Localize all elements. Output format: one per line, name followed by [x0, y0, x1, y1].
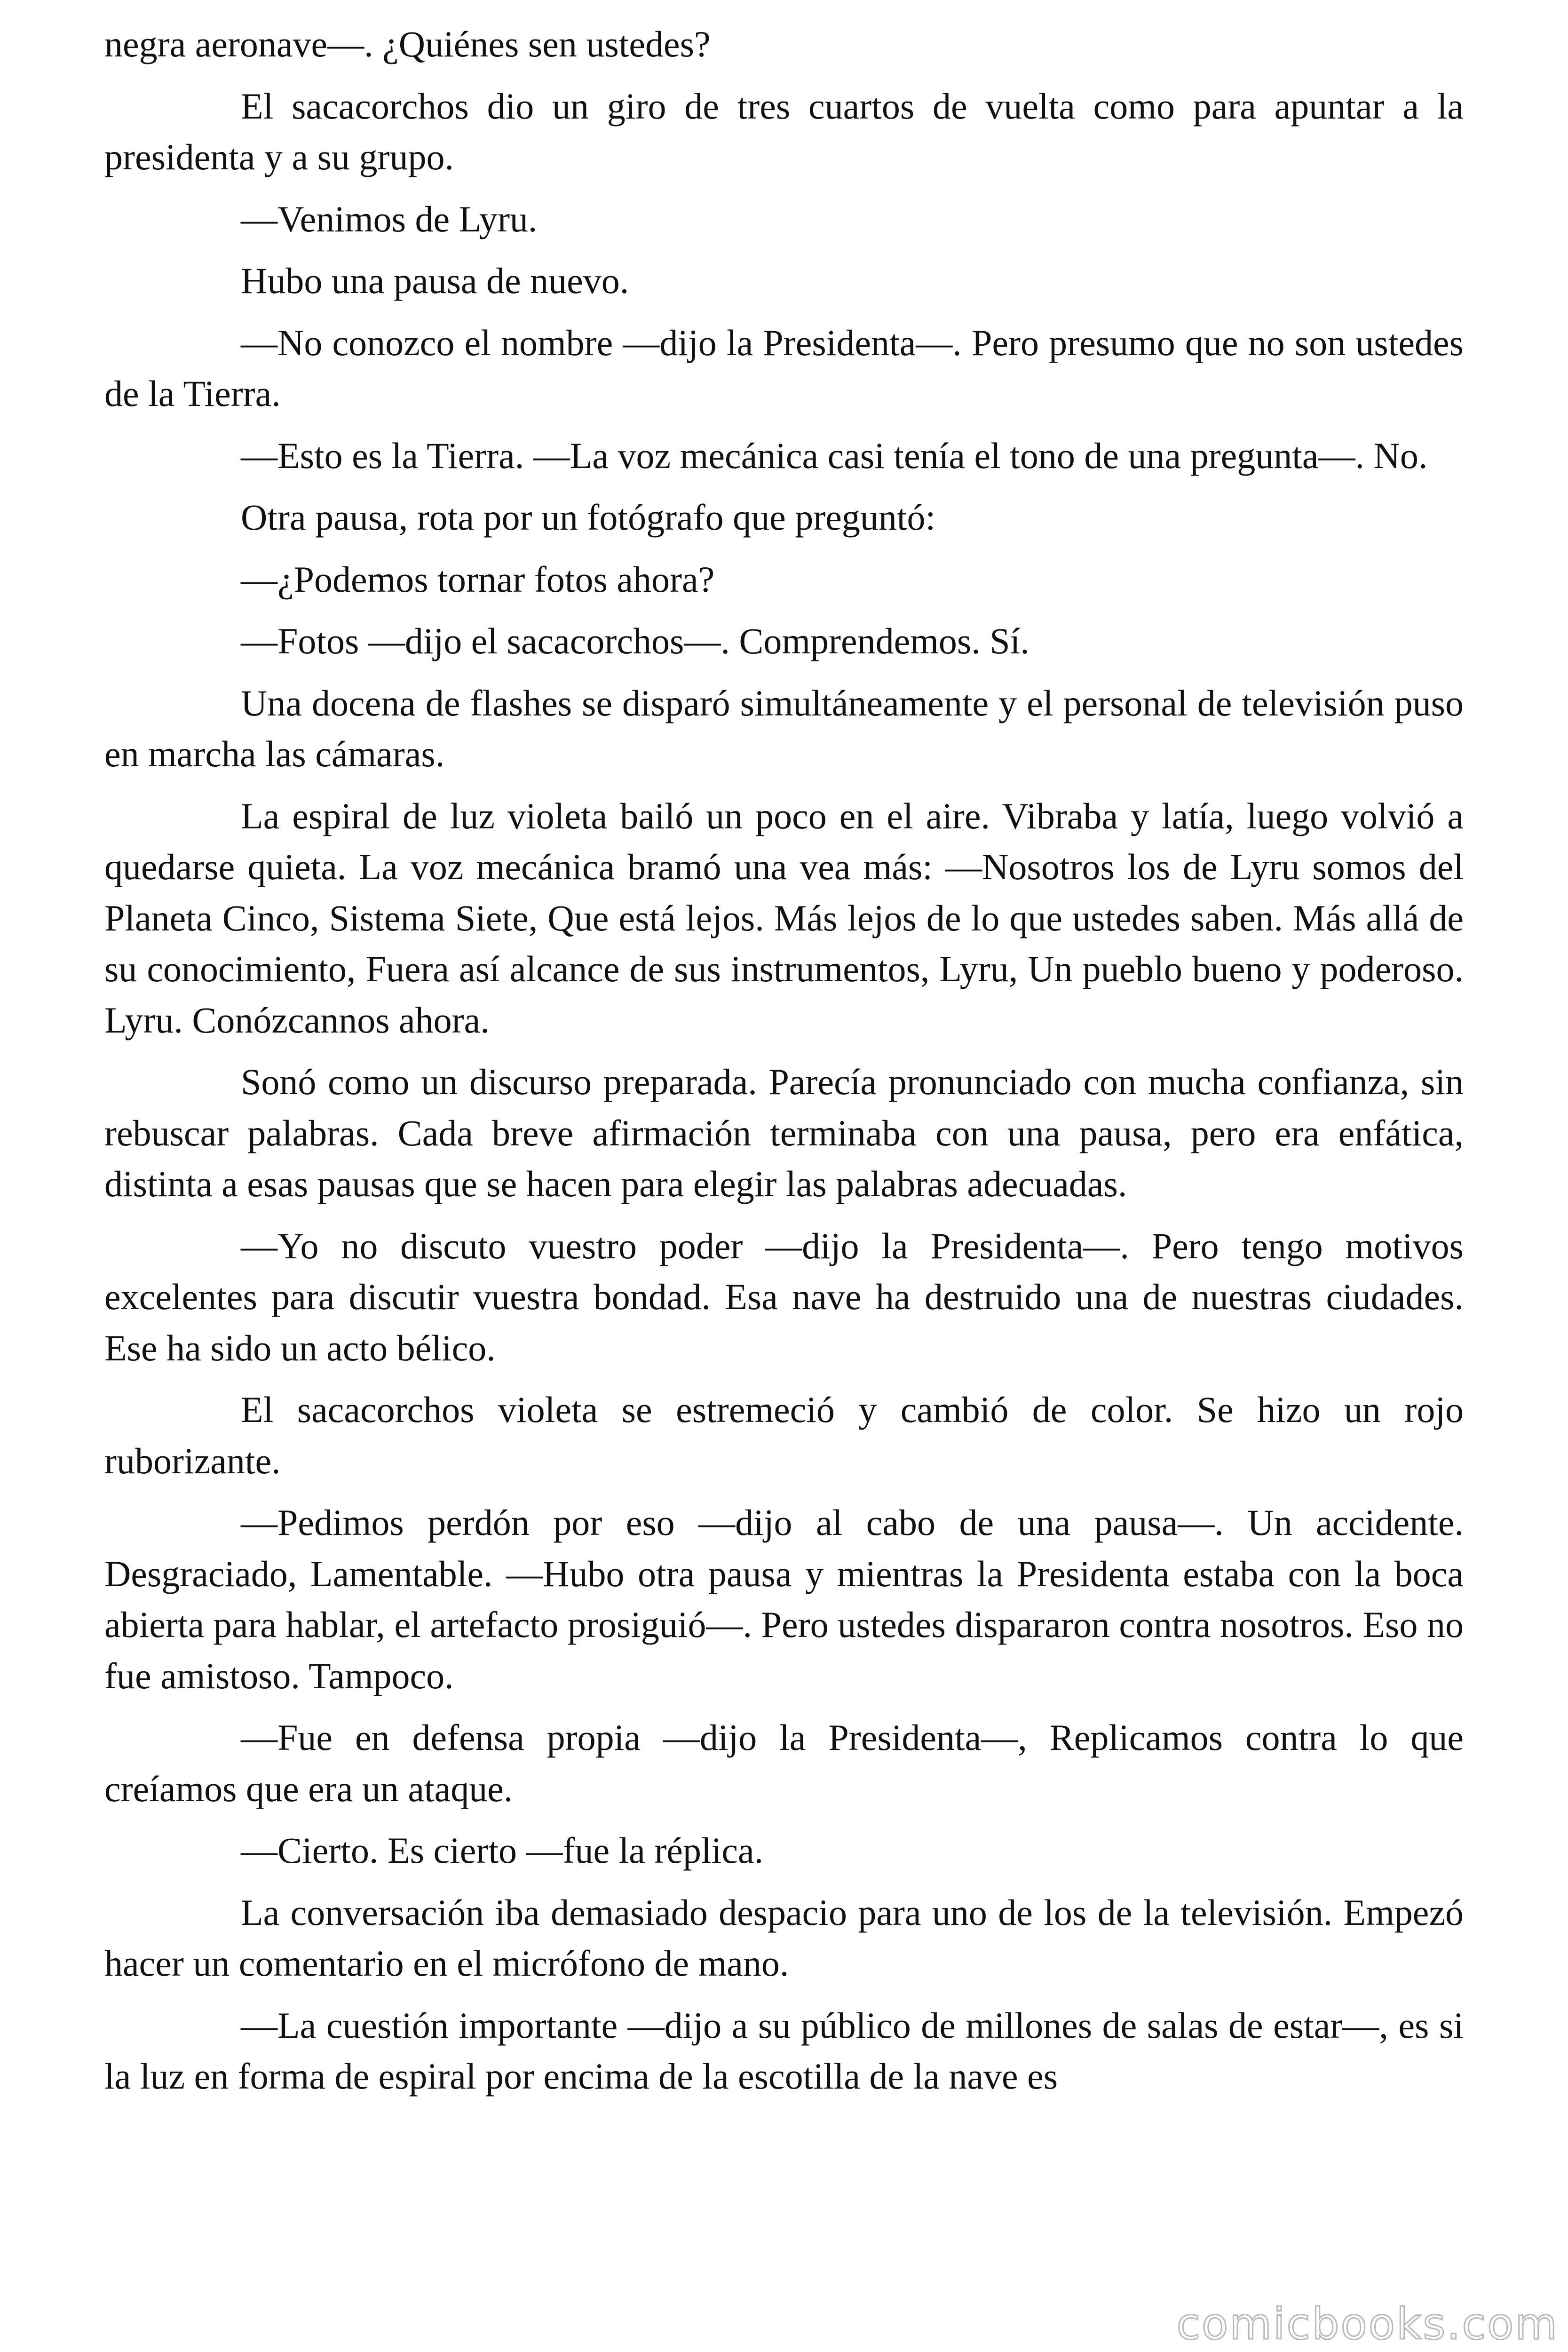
paragraph: —Fotos —dijo el sacacorchos—. Comprendemos. Sí. [241, 620, 1029, 661]
paragraph: —Cierto. Es cierto —fue la réplica. [241, 1830, 764, 1871]
paragraph: El sacacorchos violeta se estremeció y cambió de color. Se hizo un rojo ruborizante. [104, 1389, 1464, 1481]
paragraph: Una docena de flashes se disparó simultáneamente y el personal de televisión puso en marcha las cámaras. [104, 682, 1464, 774]
paragraph: Hubo una pausa de nuevo. [241, 260, 629, 301]
paragraph: —Pedimos perdón por eso —dijo al cabo de una pausa—. Un accidente. Desgraciado, Lamentable. —Hubo otra pausa y mientras la Presidenta estaba con la boca abierta para hablar, el artefacto prosiguió—. Pero ustedes dispararon contra nosotros. Eso no fue amistoso. Tampoco. [104, 1502, 1464, 1696]
paragraph: —No conozco el nombre —dijo la Presidenta—. Pero presumo que no son ustedes de la Tierra. [104, 322, 1464, 414]
paragraph: La conversación iba demasiado despacio para uno de los de la televisión. Empezó hacer un comentario en el micrófono de mano. [104, 1891, 1464, 1984]
paragraph: —¿Podemos tornar fotos ahora? [241, 558, 715, 600]
paragraph: —Yo no discuto vuestro poder —dijo la Presidenta—. Pero tengo motivos excelentes para discutir vuestra bondad. Esa nave ha destruido una de nuestras ciudades. Ese ha sido un acto bélico. [104, 1225, 1464, 1368]
paragraph: Sonó como un discurso preparada. Parecía pronunciado con mucha confianza, sin rebuscar palabras. Cada breve afirmación terminaba con una pausa, pero era enfática, distinta a esas pausas que se hacen para elegir las palabras adecuadas. [104, 1061, 1464, 1204]
paragraph: —La cuestión importante —dijo a su público de millones de salas de estar—, es si la luz en forma de espiral por encima de la escotilla de la nave es [104, 2004, 1464, 2097]
paragraph: negra aeronave—. ¿Quiénes sen ustedes? [104, 24, 711, 64]
paragraph: —Esto es la Tierra. —La voz mecánica casi tenía el tono de una pregunta—. No. [241, 435, 1428, 476]
paragraph: —Venimos de Lyru. [241, 198, 538, 239]
page-text [104, 19, 1464, 2113]
paragraph: Otra pausa, rota por un fotógrafo que preguntó: [241, 497, 936, 538]
paragraph: La espiral de luz violeta bailó un poco en el aire. Vibraba y latía, luego volvió a quedarse quieta. La voz mecánica bramó una vea más: —Nosotros los de Lyru somos del Planeta Cinco, Sistema Siete, Que está lejos. Más lejos de lo que ustedes saben. Más allá de su conocimiento, Fuera así alcance de sus instrumentos, Lyru, Un pueblo bueno y poderoso. Lyru. Conózcannos ahora. [104, 795, 1464, 1041]
watermark: comicbooks.com [1176, 2299, 1559, 2349]
paragraph: —Fue en defensa propia —dijo la Presidenta—, Replicamos contra lo que creíamos que era un ataque. [104, 1717, 1464, 1809]
paragraph: El sacacorchos dio un giro de tres cuartos de vuelta como para apuntar a la presidenta y a su grupo. [104, 85, 1464, 177]
